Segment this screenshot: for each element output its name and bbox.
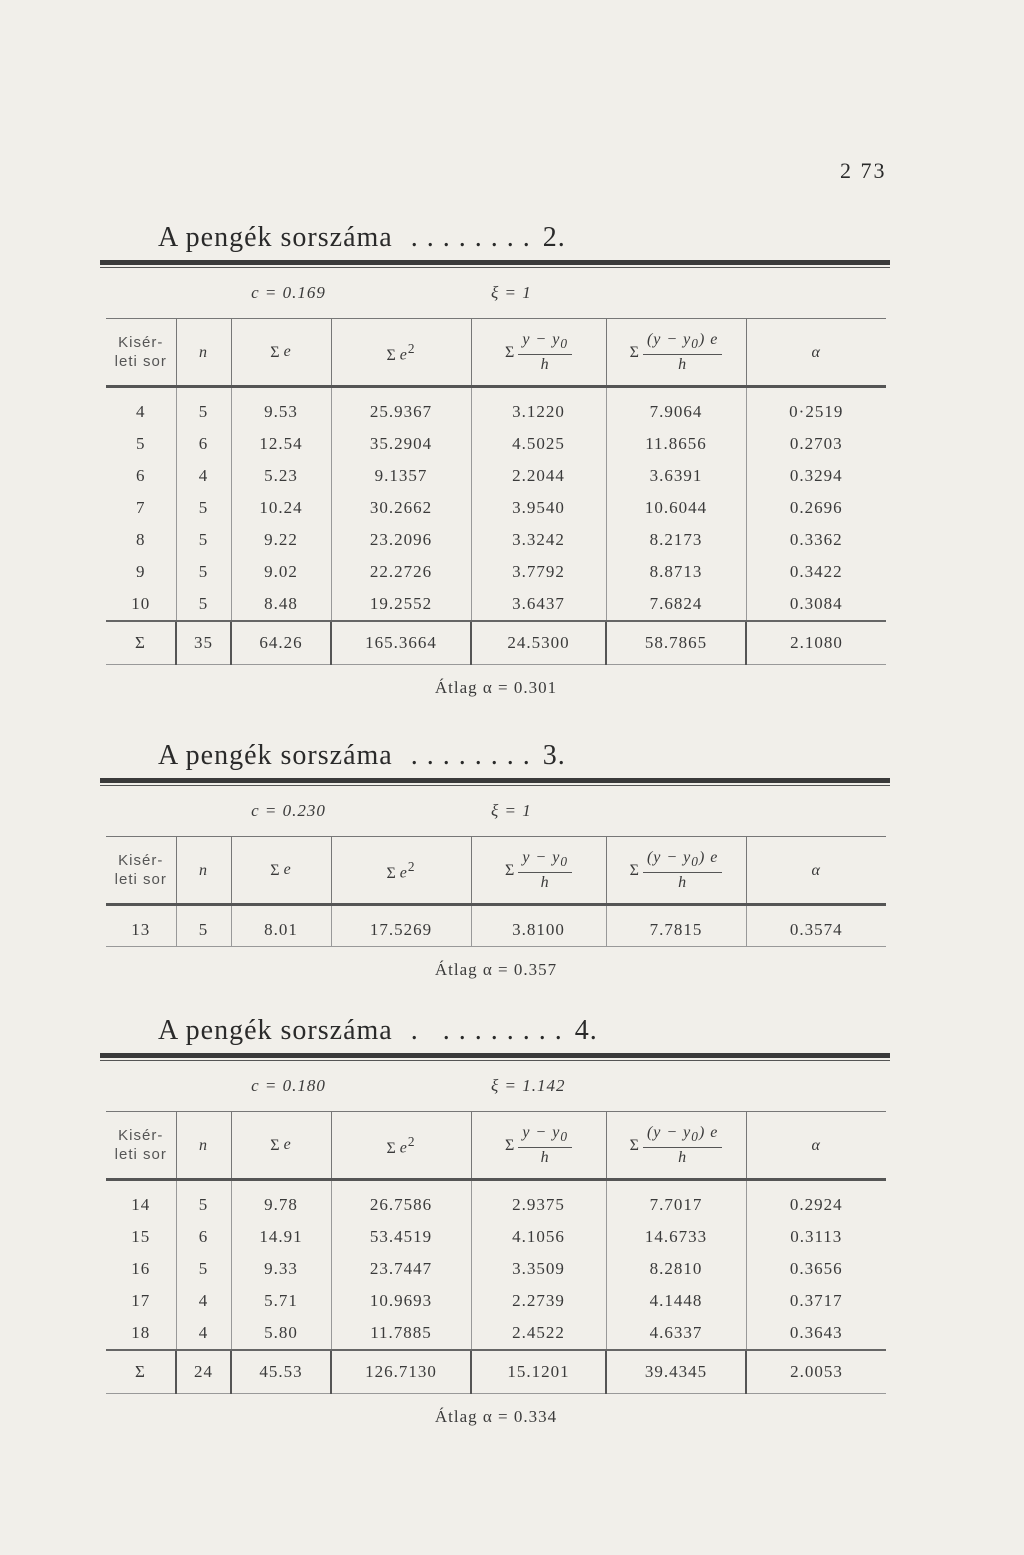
sum-cell: 2.1080 (746, 621, 886, 665)
table-cell: 16 (131, 1259, 151, 1278)
header-sum-e: Σ e (231, 837, 331, 905)
table-cell: 9.78 (231, 1180, 331, 1222)
sum-cell: Σ (106, 621, 176, 665)
table-row (106, 1253, 886, 1285)
header-sum-dy-h: Σ $\frac{y - y_0}{h}$ (471, 319, 606, 387)
table-cell: 0.3294 (746, 460, 886, 492)
table-cell: 0.3113 (746, 1221, 886, 1253)
table-cell: 4 (176, 1285, 231, 1317)
header-alpha: α (746, 319, 886, 387)
sum-cell: 165.3664 (331, 621, 471, 665)
header-sum-e: Σ e (231, 319, 331, 387)
section-title-dots: . ........ (410, 1015, 571, 1046)
table-row (106, 556, 886, 588)
header-sum-e2: Σ $e^2$ (331, 837, 471, 905)
sum-row (106, 1350, 886, 1394)
table-cell: 18 (131, 1323, 151, 1342)
table-cell: 5 (176, 556, 231, 588)
table-cell: 17.5269 (331, 905, 471, 947)
table-cell: 5 (176, 492, 231, 524)
table-cell: 6 (176, 1221, 231, 1253)
header-alpha: α (746, 1112, 886, 1180)
table-cell: 15 (131, 1227, 151, 1246)
page-number: 2 73 (840, 158, 887, 183)
c-parameter: c = 0.180 (251, 1076, 326, 1095)
table-body (106, 387, 886, 622)
table-cell: 53.4519 (331, 1221, 471, 1253)
table-cell: 2.2044 (471, 460, 606, 492)
heavy-rule (100, 1053, 890, 1058)
table-cell: 22.2726 (331, 556, 471, 588)
table-cell: 10.6044 (606, 492, 746, 524)
table-cell: 6 (136, 466, 146, 485)
table-row (106, 588, 886, 621)
section-number: 3. (542, 740, 566, 771)
table-cell: 8.2810 (606, 1253, 746, 1285)
table-section (100, 740, 890, 993)
table-cell: 14 (106, 1180, 176, 1222)
sum-cell: 35 (176, 621, 231, 665)
sum-row (106, 621, 886, 665)
table-cell: 0.2703 (746, 428, 886, 460)
sum-cell: 24 (176, 1350, 231, 1394)
table-body (106, 905, 886, 947)
c-parameter: c = 0.169 (251, 283, 326, 302)
table-cell: 5 (176, 1180, 231, 1222)
data-table (106, 1061, 886, 1440)
table-cell: 0.3643 (746, 1317, 886, 1350)
table-section (100, 1015, 890, 1440)
header-alpha: α (746, 837, 886, 905)
header-row (106, 837, 886, 905)
table-cell: 2.4522 (471, 1317, 606, 1350)
sum-cell: 24.5300 (471, 621, 606, 665)
header-sum-dy-e-h: Σ $\frac{(y - y_0) e}{h}$ (606, 1112, 746, 1180)
table-cell: 0.3717 (746, 1285, 886, 1317)
table-cell: 26.7586 (331, 1180, 471, 1222)
header-sum-dy-e-h: Σ $\frac{(y - y_0) e}{h}$ (606, 837, 746, 905)
table-cell: 12.54 (231, 428, 331, 460)
section-title (158, 222, 890, 254)
average-value: Átlag α = 0.357 (106, 947, 886, 994)
section-title-text: A pengék sorszáma (158, 222, 393, 253)
average-value: Átlag α = 0.334 (106, 1394, 886, 1441)
table-cell: 8.8713 (606, 556, 746, 588)
section-number: 2. (542, 222, 566, 253)
heavy-rule (100, 260, 890, 265)
table-cell: 3.3509 (471, 1253, 606, 1285)
table-cell: 3.1220 (471, 387, 606, 429)
header-sum-dy-h: Σ $\frac{y - y_0}{h}$ (471, 1112, 606, 1180)
table-cell: 19.2552 (331, 588, 471, 621)
section-title (158, 1015, 890, 1047)
section-title-text: A pengék sorszáma (158, 1015, 393, 1046)
table-row (106, 387, 886, 429)
table-cell: 8.01 (231, 905, 331, 947)
header-experiment-series: Kisér- leti sor (106, 319, 176, 387)
table-cell: 5.23 (231, 460, 331, 492)
table-cell: 30.2662 (331, 492, 471, 524)
table-cell: 5.71 (231, 1285, 331, 1317)
table-cell: 11.8656 (606, 428, 746, 460)
section-title (158, 740, 890, 772)
section-title-text: A pengék sorszáma (158, 740, 393, 771)
table-cell: 4.1448 (606, 1285, 746, 1317)
table-cell: 7.7815 (606, 905, 746, 947)
table-cell: 7 (136, 498, 146, 517)
table-cell: 3.6391 (606, 460, 746, 492)
sum-cell: 39.4345 (606, 1350, 746, 1394)
sum-cell: 126.7130 (331, 1350, 471, 1394)
xi-parameter: ξ = 1.142 (491, 1076, 566, 1095)
table-cell: 2.9375 (471, 1180, 606, 1222)
table-cell: 23.2096 (331, 524, 471, 556)
table-cell: 4.6337 (606, 1317, 746, 1350)
table-cell: 35.2904 (331, 428, 471, 460)
table-cell: 9 (136, 562, 146, 581)
header-row (106, 1112, 886, 1180)
table-row (106, 524, 886, 556)
table-cell: 5 (176, 524, 231, 556)
table-row (106, 492, 886, 524)
table-cell: 9.53 (231, 387, 331, 429)
data-table (106, 786, 886, 993)
xi-parameter: ξ = 1 (491, 801, 532, 820)
table-cell: 4 (106, 387, 176, 429)
header-sum-e2: Σ $e^2$ (331, 1112, 471, 1180)
section-title-dots: ........ (410, 222, 539, 253)
header-sum-dy-e-h: Σ $\frac{(y - y_0) e}{h}$ (606, 319, 746, 387)
average-row (106, 947, 886, 994)
table-cell: 4 (176, 460, 231, 492)
table-cell: 8 (136, 530, 146, 549)
section-title-dots: ........ (410, 740, 539, 771)
table-cell: 8.2173 (606, 524, 746, 556)
table-cell: 0·2519 (746, 387, 886, 429)
table-row (106, 1221, 886, 1253)
table-cell: 10.24 (231, 492, 331, 524)
table-cell: 5 (176, 588, 231, 621)
table-cell: 0.3656 (746, 1253, 886, 1285)
c-parameter: c = 0.230 (251, 801, 326, 820)
parameter-row (106, 786, 886, 837)
header-sum-e2: Σ $e^2$ (331, 319, 471, 387)
sum-cell: 58.7865 (606, 621, 746, 665)
table-cell: 3.7792 (471, 556, 606, 588)
sum-cell: Σ (106, 1350, 176, 1394)
table-row (106, 905, 886, 947)
table-cell: 0.3362 (746, 524, 886, 556)
table-cell: 4.5025 (471, 428, 606, 460)
table-cell: 9.22 (231, 524, 331, 556)
table-cell: 6 (176, 428, 231, 460)
table-cell: 7.6824 (606, 588, 746, 621)
section-number: 4. (574, 1015, 598, 1046)
table-cell: 14.6733 (606, 1221, 746, 1253)
header-sum-dy-h: Σ $\frac{y - y_0}{h}$ (471, 837, 606, 905)
parameter-row (106, 268, 886, 319)
header-experiment-series: Kisér- leti sor (106, 837, 176, 905)
table-cell: 0.3574 (746, 905, 886, 947)
table-cell: 2.2739 (471, 1285, 606, 1317)
table-row (106, 428, 886, 460)
table-cell: 0.2924 (746, 1180, 886, 1222)
header-experiment-series: Kisér- leti sor (106, 1112, 176, 1180)
table-cell: 9.1357 (331, 460, 471, 492)
table-cell: 23.7447 (331, 1253, 471, 1285)
table-section (100, 222, 890, 711)
table-cell: 9.02 (231, 556, 331, 588)
table-cell: 0.3422 (746, 556, 886, 588)
header-row (106, 319, 886, 387)
table-cell: 25.9367 (331, 387, 471, 429)
table-cell: 3.6437 (471, 588, 606, 621)
table-row (106, 1180, 886, 1222)
table-cell: 3.8100 (471, 905, 606, 947)
table-cell: 5.80 (231, 1317, 331, 1350)
table-cell: 3.9540 (471, 492, 606, 524)
table-cell: 7.9064 (606, 387, 746, 429)
table-cell: 5 (136, 434, 146, 453)
table-row (106, 460, 886, 492)
table-cell: 3.3242 (471, 524, 606, 556)
table-cell: 11.7885 (331, 1317, 471, 1350)
sum-cell: 2.0053 (746, 1350, 886, 1394)
table-cell: 4 (176, 1317, 231, 1350)
table-cell: 5 (176, 905, 231, 947)
table-cell: 7.7017 (606, 1180, 746, 1222)
table-cell: 4.1056 (471, 1221, 606, 1253)
header-sum-e: Σ e (231, 1112, 331, 1180)
table-body (106, 1180, 886, 1351)
table-cell: 10.9693 (331, 1285, 471, 1317)
table-cell: 8.48 (231, 588, 331, 621)
average-row (106, 665, 886, 712)
data-table (106, 268, 886, 711)
table-cell: 9.33 (231, 1253, 331, 1285)
table-cell: 5 (176, 387, 231, 429)
table-cell: 10 (131, 594, 151, 613)
heavy-rule (100, 778, 890, 783)
header-n: n (176, 837, 231, 905)
table-cell: 0.3084 (746, 588, 886, 621)
table-row (106, 1285, 886, 1317)
average-row (106, 1394, 886, 1441)
table-cell: 13 (106, 905, 176, 947)
sum-cell: 15.1201 (471, 1350, 606, 1394)
average-value: Átlag α = 0.301 (106, 665, 886, 712)
table-cell: 0.2696 (746, 492, 886, 524)
table-row (106, 1317, 886, 1350)
parameter-row (106, 1061, 886, 1112)
table-cell: 14.91 (231, 1221, 331, 1253)
table-cell: 17 (131, 1291, 151, 1310)
xi-parameter: ξ = 1 (491, 283, 532, 302)
sum-cell: 45.53 (231, 1350, 331, 1394)
header-n: n (176, 319, 231, 387)
sum-cell: 64.26 (231, 621, 331, 665)
table-cell: 5 (176, 1253, 231, 1285)
header-n: n (176, 1112, 231, 1180)
